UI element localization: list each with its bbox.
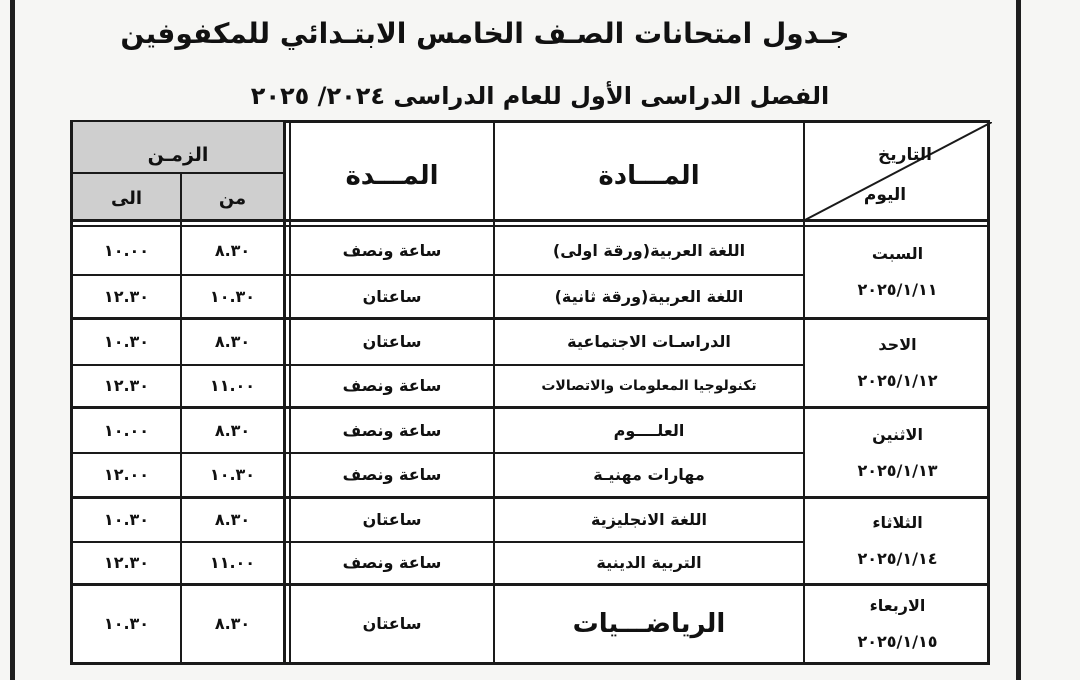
page-title: جـدول امتحانات الصـف الخامس الابتـدائي للمكفوفين [120, 17, 850, 50]
exam-from: ١١.٠٠ [209, 376, 256, 395]
exam-from: ١٠.٣٠ [209, 286, 256, 306]
exam-from: ١٠.٣٠ [209, 465, 256, 484]
exam-subject: اللغة الانجليزية [591, 510, 707, 529]
exam-to: ١٠.٠٠ [103, 240, 150, 260]
day-cell [805, 586, 990, 662]
exam-duration: ساعتان [362, 286, 422, 306]
exam-duration: ساعة ونصف [342, 553, 442, 572]
exam-subject: اللغة العربية(ورقة اولى) [552, 240, 746, 260]
day-name: السبت [871, 244, 924, 263]
exam-duration: ساعة ونصف [342, 376, 442, 395]
exam-to: ١٠.٠٠ [103, 420, 150, 440]
exam-subject: التربية الدينية [596, 553, 702, 572]
exam-from: ١١.٠٠ [209, 553, 256, 572]
exam-subject: العلــــوم [613, 420, 685, 440]
exam-to: ١٠.٣٠ [103, 332, 150, 351]
exam-subject: تكنولوجيا المعلومات والاتصالات [541, 378, 757, 394]
exam-from: ٨.٣٠ [214, 420, 251, 440]
exam-to: ١٠.٣٠ [103, 614, 150, 633]
day-name: الثلاثاء [872, 513, 923, 532]
exam-from: ٨.٣٠ [214, 240, 251, 260]
day-cell [805, 320, 990, 406]
time-header-rule [70, 172, 284, 174]
header-subject: المـــادة [598, 161, 700, 191]
header-day-label: اليوم [863, 185, 907, 205]
exam-duration: ساعة ونصف [342, 420, 442, 440]
day-cell [805, 409, 990, 496]
day-date: ٢٠٢٥/١/١١ [857, 280, 938, 299]
day-name: الاربعاء [869, 596, 926, 615]
frame-right-border [1016, 0, 1021, 680]
exam-from: ٨.٣٠ [214, 510, 251, 529]
page-subtitle: الفصل الدراسى الأول للعام الدراسى ٢٠٢٤/ ٢٠٢٥ [250, 82, 830, 110]
exam-to: ١٢.٣٠ [103, 286, 150, 306]
header-to: الى [110, 188, 143, 209]
exam-duration: ساعتان [362, 510, 422, 529]
day-name: الاحد [878, 335, 917, 354]
day-date: ٢٠٢٥/١/١٣ [857, 460, 938, 480]
header-date-label: التاريخ [878, 145, 932, 165]
exam-to: ١٢.٠٠ [103, 465, 150, 484]
exam-duration: ساعة ونصف [342, 240, 442, 260]
day-date: ٢٠٢٥/١/١٢ [857, 371, 938, 390]
exam-to: ١٢.٣٠ [103, 376, 150, 395]
exam-duration: ساعتان [362, 332, 422, 351]
frame-left-border [10, 0, 15, 680]
header-duration: المـــدة [345, 161, 439, 191]
exam-subject: الدراسـات الاجتماعية [567, 332, 731, 351]
exam-duration: ساعة ونصف [342, 465, 442, 484]
exam-duration: ساعتان [362, 614, 422, 633]
day-name: الاثنين [872, 424, 923, 444]
header-from: من [218, 188, 247, 209]
header-time: الزمـن [147, 144, 209, 166]
exam-subject: مهارات مهنيـة [593, 465, 705, 484]
exam-subject: الرياضـــيات [572, 609, 726, 639]
exam-from: ٨.٣٠ [214, 614, 251, 633]
day-cell [805, 227, 990, 317]
exam-from: ٨.٣٠ [214, 332, 251, 351]
day-date: ٢٠٢٥/١/١٥ [857, 632, 938, 651]
exam-to: ١٢.٣٠ [103, 553, 150, 572]
day-date: ٢٠٢٥/١/١٤ [857, 549, 938, 568]
day-cell [805, 499, 990, 583]
exam-subject: اللغة العربية(ورقة ثانية) [554, 286, 744, 306]
exam-to: ١٠.٣٠ [103, 510, 150, 529]
